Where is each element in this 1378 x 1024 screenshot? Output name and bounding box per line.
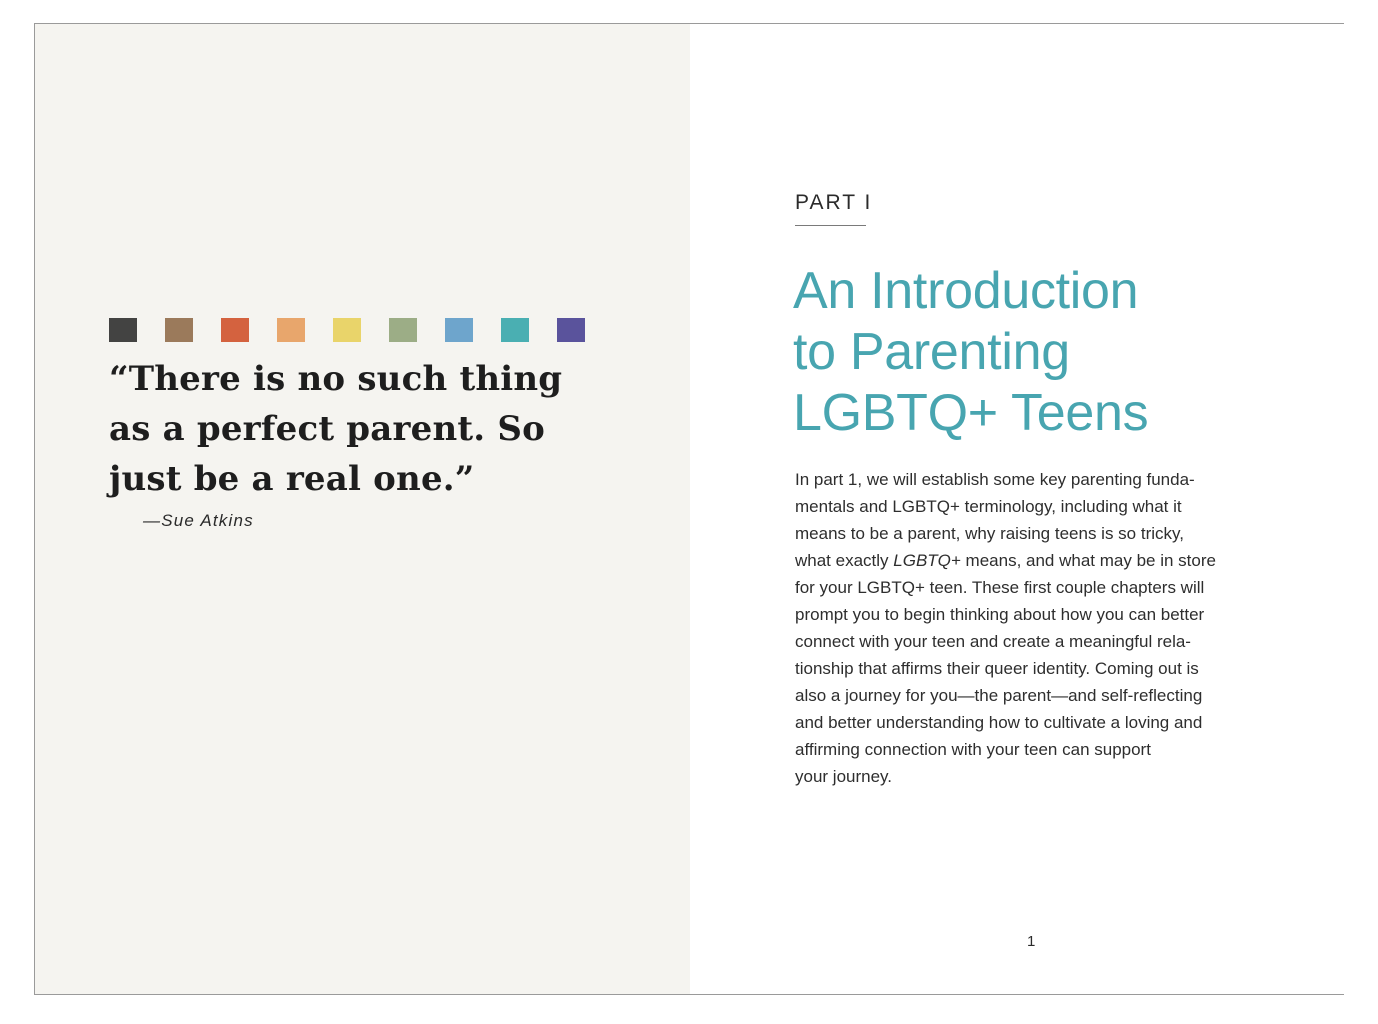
title-line: LGBTQ+ Teens bbox=[793, 384, 1149, 442]
body-line: prompt you to begin thinking about how you can better bbox=[795, 605, 1205, 624]
pull-quote bbox=[109, 354, 589, 504]
body-line: In part 1, we will establish some key parenting funda- bbox=[795, 470, 1195, 489]
intro-paragraph bbox=[795, 466, 1273, 790]
color-swatch bbox=[333, 318, 361, 342]
body-line: for your LGBTQ+ teen. These first couple chapters will bbox=[795, 578, 1205, 597]
body-line: your journey. bbox=[795, 767, 893, 786]
quote-line: as a perfect parent. So bbox=[109, 409, 545, 449]
quote-line: “There is no such thing bbox=[109, 359, 563, 399]
color-swatch bbox=[445, 318, 473, 342]
body-line: mentals and LGBTQ+ terminology, including what it bbox=[795, 497, 1182, 516]
body-line: affirming connection with your teen can support bbox=[795, 740, 1151, 759]
color-swatch bbox=[501, 318, 529, 342]
body-emphasis: LGBTQ+ bbox=[893, 551, 961, 570]
part-title bbox=[793, 261, 1313, 444]
body-line: means to be a parent, why raising teens is so tricky, bbox=[795, 524, 1184, 543]
body-fragment: what exactly bbox=[795, 551, 894, 570]
color-swatch bbox=[221, 318, 249, 342]
page-number: 1 bbox=[1027, 933, 1036, 950]
body-fragment: means, and what may be in store bbox=[960, 551, 1216, 570]
color-swatch-row bbox=[109, 318, 585, 342]
body-line: also a journey for you—the parent—and self-reflecting bbox=[795, 686, 1203, 705]
part-divider bbox=[795, 225, 866, 226]
color-swatch bbox=[165, 318, 193, 342]
body-line: tionship that affirms their queer identity. Coming out is bbox=[795, 659, 1199, 678]
color-swatch bbox=[277, 318, 305, 342]
color-swatch bbox=[109, 318, 137, 342]
body-line bbox=[795, 547, 1273, 574]
left-page bbox=[35, 24, 690, 994]
quote-line: just be a real one.” bbox=[109, 459, 475, 499]
title-line: to Parenting bbox=[793, 323, 1070, 381]
body-line: and better understanding how to cultivate a loving and bbox=[795, 713, 1203, 732]
quote-attribution: —Sue Atkins bbox=[143, 511, 254, 530]
title-line: An Introduction bbox=[793, 262, 1139, 320]
color-swatch bbox=[557, 318, 585, 342]
part-label: PART I bbox=[795, 191, 873, 214]
right-page bbox=[690, 24, 1344, 994]
body-line: connect with your teen and create a meaningful rela- bbox=[795, 632, 1191, 651]
color-swatch bbox=[389, 318, 417, 342]
book-spread bbox=[34, 23, 1344, 995]
